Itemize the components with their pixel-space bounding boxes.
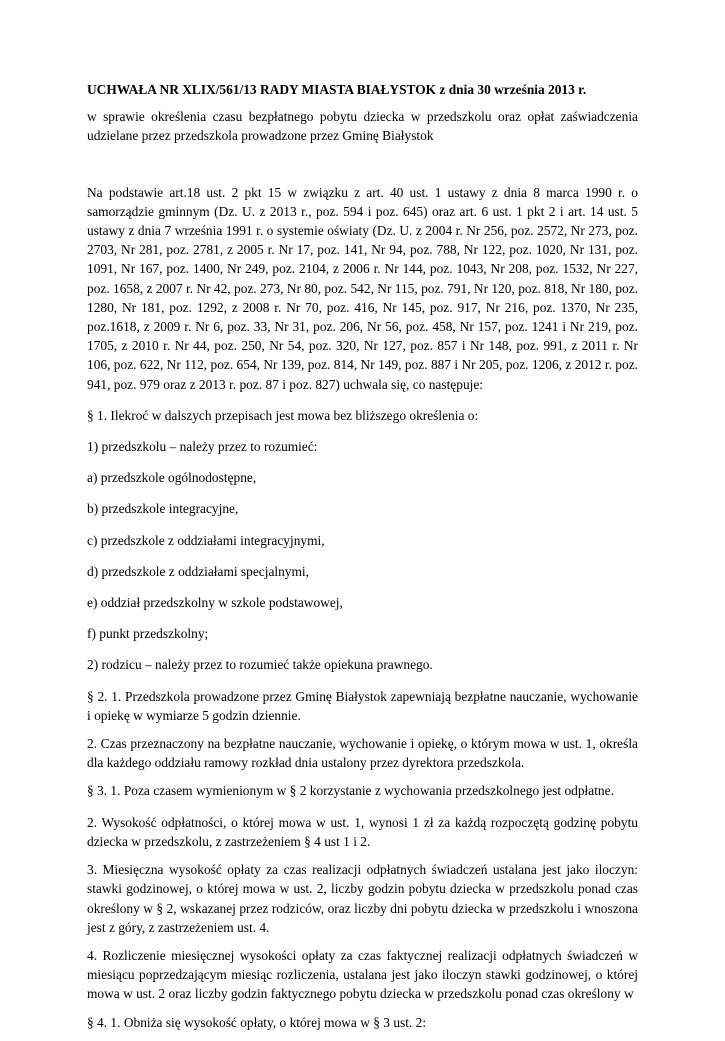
list-item-d: d) przedszkole z oddziałami specjalnymi, [87, 563, 309, 579]
definition-item-1: 1) przedszkolu – należy przez to rozumieć: [87, 439, 318, 455]
paragraph-section-2-2: 2. Czas przeznaczony na bezpłatne nauczanie, wychowanie i opiekę, o którym mowa w ust. 1, określa dla każdego oddziału ramowy rozkład dnia ustalony przez dyrektora przedszkola. [87, 736, 638, 771]
list-item-a: a) przedszkole ogólnodostępne, [87, 470, 257, 486]
paragraph-section-3-3: 3. Miesięczna wysokość opłaty za czas realizacji odpłatnych świadczeń ustalana jest jako iloczyn: stawki godzinowej, o której mowa w ust. 2, liczby godzin pobytu dziecka w przedszkolu ponad czas określony w § 2, wskazanej przez rodziców, oraz liczby dni pobytu dziecka w przedszkolu i wnoszona jest z góry, z zastrzeżeniem ust. 4. [87, 862, 638, 935]
paragraph-section-3-4: 4. Rozliczenie miesięcznej wysokości opłaty za czas faktycznej realizacji odpłatnych świadczeń w miesiącu poprzedzającym miesiąc rozliczenia, ustalana jest jako iloczyn stawki godzinowej, o której mowa w ust. 2 oraz liczby godzin faktycznego pobytu dziecka w przedszkolu ponad czas określony w [87, 947, 638, 1002]
legal-basis-paragraph: Na podstawie art.18 ust. 2 pkt 15 w związku z art. 40 ust. 1 ustawy z dnia 8 marca 1990 r. o samorządzie gminnym (Dz. U. z 2013 r., poz. 594 i poz. 645) oraz art. 6 ust. 1 pkt 2 i art. 14 ust. 5 ustawy z dnia 7 września 1991 r. o systemie oświaty (Dz. U. z 2004 r. Nr 256, poz. 2572, Nr 273, poz. 2703, Nr 281, poz. 2781, z 2005 r. Nr 17, poz. 141, Nr 94, poz. 788, Nr 122, poz. 1020, Nr 131, poz. 1091, Nr 167, poz. 1400, Nr 249, poz. 2104, z 2006 r. Nr 144, poz. 1043, Nr 208, poz. 1532, Nr 227, poz. 1658, z 2007 r. Nr 42, poz. 273, Nr 80, poz. 542, Nr 115, poz. 791, Nr 120, poz. 818, Nr 180, poz. 1280, Nr 181, poz. 1292, z 2008 r. Nr 70, poz. 416, Nr 145, poz. 917, Nr 216, poz. 1370, Nr 235, poz.1618, z 2009 r. Nr 6, poz. 33, Nr 31, poz. 206, Nr 56, poz. 458, Nr 157, poz. 1241 i Nr 219, poz. 1705, z 2010 r. Nr 44, poz. 250, Nr 54, poz. 320, Nr 127, poz. 857 i Nr 148, poz. 991, z 2011 r. Nr 106, poz. 622, Nr 112, poz. 654, Nr 139, poz. 814, Nr 149, poz. 887 i Nr 205, poz. 1206, z 2012 r. poz. 941, poz. 979 oraz z 2013 r. poz. 87 i poz. 827) uchwala się, co następuje: [87, 184, 638, 392]
list-item-b: b) przedszkole integracyjne, [87, 501, 239, 517]
list-item-c: c) przedszkole z oddziałami integracyjnymi, [87, 532, 325, 548]
paragraph-section-4-1: § 4. 1. Obniża się wysokość opłaty, o której mowa w § 3 ust. 2: [87, 1014, 427, 1030]
list-item-e: e) oddział przedszkolny w szkole podstawowej, [87, 595, 343, 611]
document-title: UCHWAŁA NR XLIX/561/13 RADY MIASTA BIAŁYSTOK z dnia 30 września 2013 r. [87, 82, 587, 97]
paragraph-section-3-2: 2. Wysokość odpłatności, o której mowa w ust. 1, wynosi 1 zł za każdą rozpoczętą godzinę pobytu dziecka w przedszkolu, z zastrzeżeniem § 4 ust 1 i 2. [87, 814, 638, 849]
document-subtitle: w sprawie określenia czasu bezpłatnego pobytu dziecka w przedszkolu oraz opłat zaświadczenia udzielane przez przedszkola prowadzone przez Gminę Białystok [87, 109, 638, 144]
paragraph-section-3-1: § 3. 1. Poza czasem wymienionym w § 2 korzystanie z wychowania przedszkolnego jest odpłatne. [87, 783, 614, 799]
document-page [87, 80, 638, 1041]
paragraph-section-1: § 1. Ilekroć w dalszych przepisach jest mowa bez bliższego określenia o: [87, 407, 479, 423]
definition-item-2: 2) rodzicu – należy przez to rozumieć także opiekuna prawnego. [87, 657, 433, 673]
paragraph-section-2-1: § 2. 1. Przedszkola prowadzone przez Gminę Białystok zapewniają bezpłatne nauczanie, wychowanie i opiekę w wymiarze 5 godzin dziennie. [87, 688, 638, 723]
list-item-f: f) punkt przedszkolny; [87, 626, 209, 642]
